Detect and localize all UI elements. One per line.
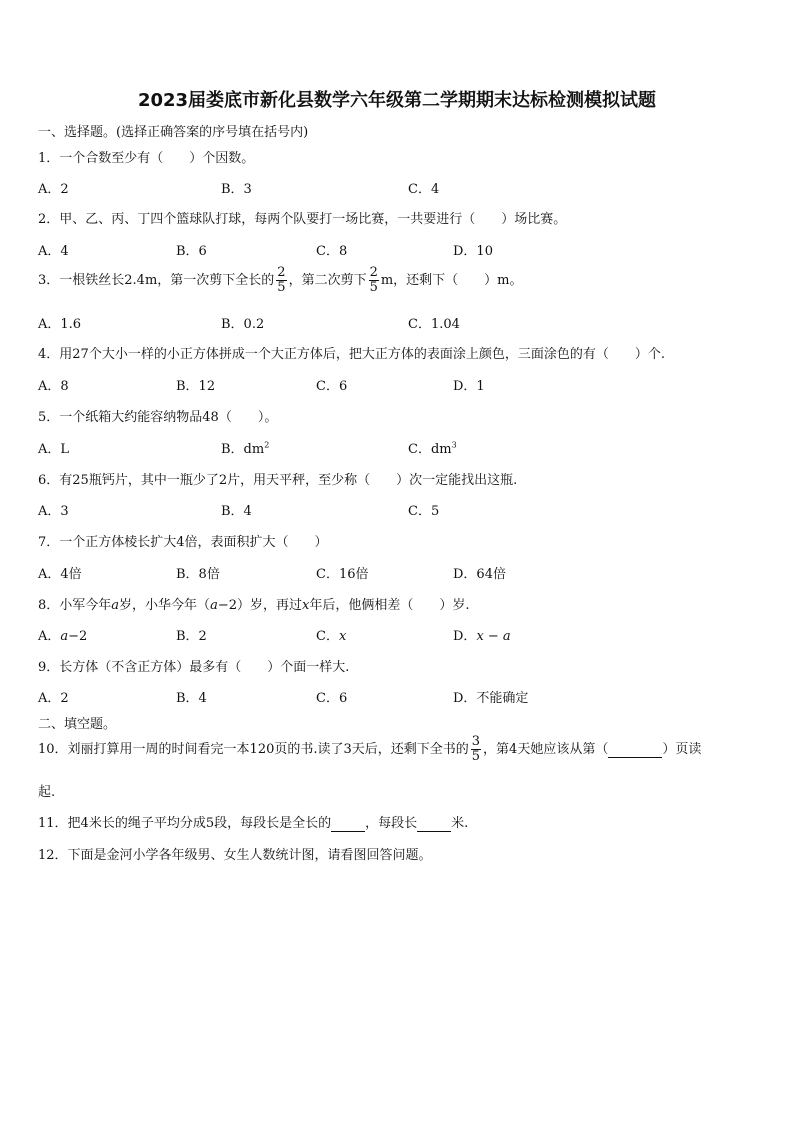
- q4-option-c: C．6: [316, 379, 348, 394]
- q7-option-d: D．64倍: [453, 567, 506, 582]
- q3-text-part3: m，还剩下（ ）m。: [380, 273, 523, 288]
- q3-option-a: A．1.6: [38, 317, 82, 332]
- question-8: [38, 594, 469, 613]
- q8-text-part3: −2）岁，再过: [217, 598, 302, 613]
- q7-option-a: A．4倍: [38, 567, 82, 582]
- q2-option-d: D．10: [453, 244, 493, 259]
- q10-answer-blank[interactable]: [608, 742, 662, 758]
- q2-option-b: B．6: [176, 244, 207, 259]
- q5-option-b-text: B．dm: [221, 442, 265, 457]
- q8-option-a-rest: −2: [68, 629, 88, 644]
- q5-option-c-text: C．dm: [408, 442, 452, 457]
- q4-option-b: B．12: [176, 379, 216, 394]
- q8-text-part4: 年后，他俩相差（ ）岁.: [309, 598, 470, 613]
- q11-answer-blank-1[interactable]: [331, 816, 365, 832]
- q8-option-a: [38, 625, 87, 644]
- q1-option-c: C．4: [408, 182, 440, 197]
- q8-option-d-label: D．: [453, 629, 477, 644]
- q3-fraction-2-numerator: 2: [369, 265, 378, 280]
- q3-fraction-1: [276, 266, 286, 295]
- q10-fraction-numerator: 3: [471, 734, 481, 749]
- q3-option-b: B．0.2: [221, 317, 265, 332]
- q7-option-b: B．8倍: [176, 567, 220, 582]
- q5-option-b-exponent: 2: [264, 440, 270, 450]
- page-title: 2023届娄底市新化县数学六年级第二学期期末达标检测模拟试题: [137, 90, 657, 111]
- question-12: 12．下面是金河小学各年级男、女生人数统计图，请看图回答问题。: [38, 848, 432, 863]
- q8-option-a-label: A．: [38, 629, 61, 644]
- q3-fraction-2: [369, 266, 379, 295]
- q9-option-d: D．不能确定: [453, 691, 529, 706]
- q1-option-a: A．2: [38, 182, 69, 197]
- q6-option-b: B．4: [221, 504, 252, 519]
- q10-fraction: [471, 735, 481, 764]
- q3-text-part1: 3．一根铁丝长2.4m，第一次剪下全长的: [38, 273, 275, 288]
- q4-option-a: A．8: [38, 379, 69, 394]
- question-9: 9．长方体（不含正方体）最多有（ ）个面一样大.: [38, 660, 350, 675]
- q9-option-c: C．6: [316, 691, 348, 706]
- section-heading-fill: 二、填空题。: [38, 717, 117, 732]
- question-11: [38, 812, 468, 832]
- q11-text-part3: 米.: [451, 816, 469, 831]
- question-10-continued: 起.: [38, 785, 56, 800]
- q5-option-b: [221, 438, 269, 457]
- q7-option-c: C．16倍: [316, 567, 369, 582]
- q3-fraction-2-denominator: 5: [369, 280, 378, 295]
- q6-option-a: A．3: [38, 504, 69, 519]
- q4-option-d: D．1: [453, 379, 485, 394]
- q5-option-c: [408, 438, 457, 457]
- q8-var-a: a: [111, 598, 120, 613]
- q11-answer-blank-2[interactable]: [417, 816, 451, 832]
- q8-option-b: B．2: [176, 629, 207, 644]
- q5-option-c-exponent: 3: [451, 440, 457, 450]
- q8-option-d: [453, 625, 511, 644]
- q10-fraction-denominator: 5: [471, 749, 481, 764]
- q1-option-b: B．3: [221, 182, 252, 197]
- q6-option-c: C．5: [408, 504, 440, 519]
- question-6: 6．有25瓶钙片，其中一瓶少了2片，用天平秤，至少称（ ）次一定能找出这瓶.: [38, 473, 518, 488]
- q8-option-c-label: C．: [316, 629, 339, 644]
- question-10: [38, 735, 701, 764]
- q8-option-c: [316, 625, 346, 644]
- q10-text-part3: ）页读: [662, 742, 702, 757]
- q3-fraction-1-numerator: 2: [277, 265, 286, 280]
- question-1: 1．一个合数至少有（ ）个因数。: [38, 151, 255, 166]
- q10-text-part1: 10．刘丽打算用一周的时间看完一本120页的书.读了3天后，还剩下全书的: [38, 742, 469, 757]
- question-2: 2．甲、乙、丙、丁四个篮球队打球，每两个队要打一场比赛，一共要进行（ ）场比赛。: [38, 212, 567, 227]
- q8-option-a-var: a: [60, 629, 69, 644]
- q2-option-a: A．4: [38, 244, 69, 259]
- question-3: [38, 266, 523, 295]
- section-heading-choice: 一、选择题。(选择正确答案的序号填在括号内): [38, 125, 309, 140]
- q9-option-a: A．2: [38, 691, 69, 706]
- q3-option-c: C．1.04: [408, 317, 460, 332]
- q10-text-part2: ，第4天她应该从第（: [483, 742, 609, 757]
- question-7: 7．一个正方体棱长扩大4倍，表面积扩大（ ）: [38, 535, 328, 550]
- q5-option-a: A．L: [38, 442, 70, 457]
- q11-text-part1: 11．把4米长的绳子平均分成5段，每段长是全长的: [38, 816, 332, 831]
- q8-text-part2: 岁，小华今年（: [119, 598, 211, 613]
- question-5: 5．一个纸箱大约能容纳物品48（ ）。: [38, 410, 278, 425]
- question-4: 4．用27个大小一样的小正方体拼成一个大正方体后，把大正方体的表面涂上颜色，三面涂色的有（ ）个.: [38, 347, 665, 362]
- q11-text-part2: ，每段长: [365, 816, 418, 831]
- q2-option-c: C．8: [316, 244, 348, 259]
- q8-var-x: x: [302, 598, 310, 613]
- q8-text-part1: 8．小军今年: [38, 598, 112, 613]
- q8-option-d-var: x − a: [476, 629, 511, 644]
- q3-fraction-1-denominator: 5: [277, 280, 286, 295]
- q3-text-part2: ，第二次剪下: [288, 273, 367, 288]
- q8-var-a-2: a: [210, 598, 218, 613]
- q9-option-b: B．4: [176, 691, 207, 706]
- q8-option-c-var: x: [338, 629, 347, 644]
